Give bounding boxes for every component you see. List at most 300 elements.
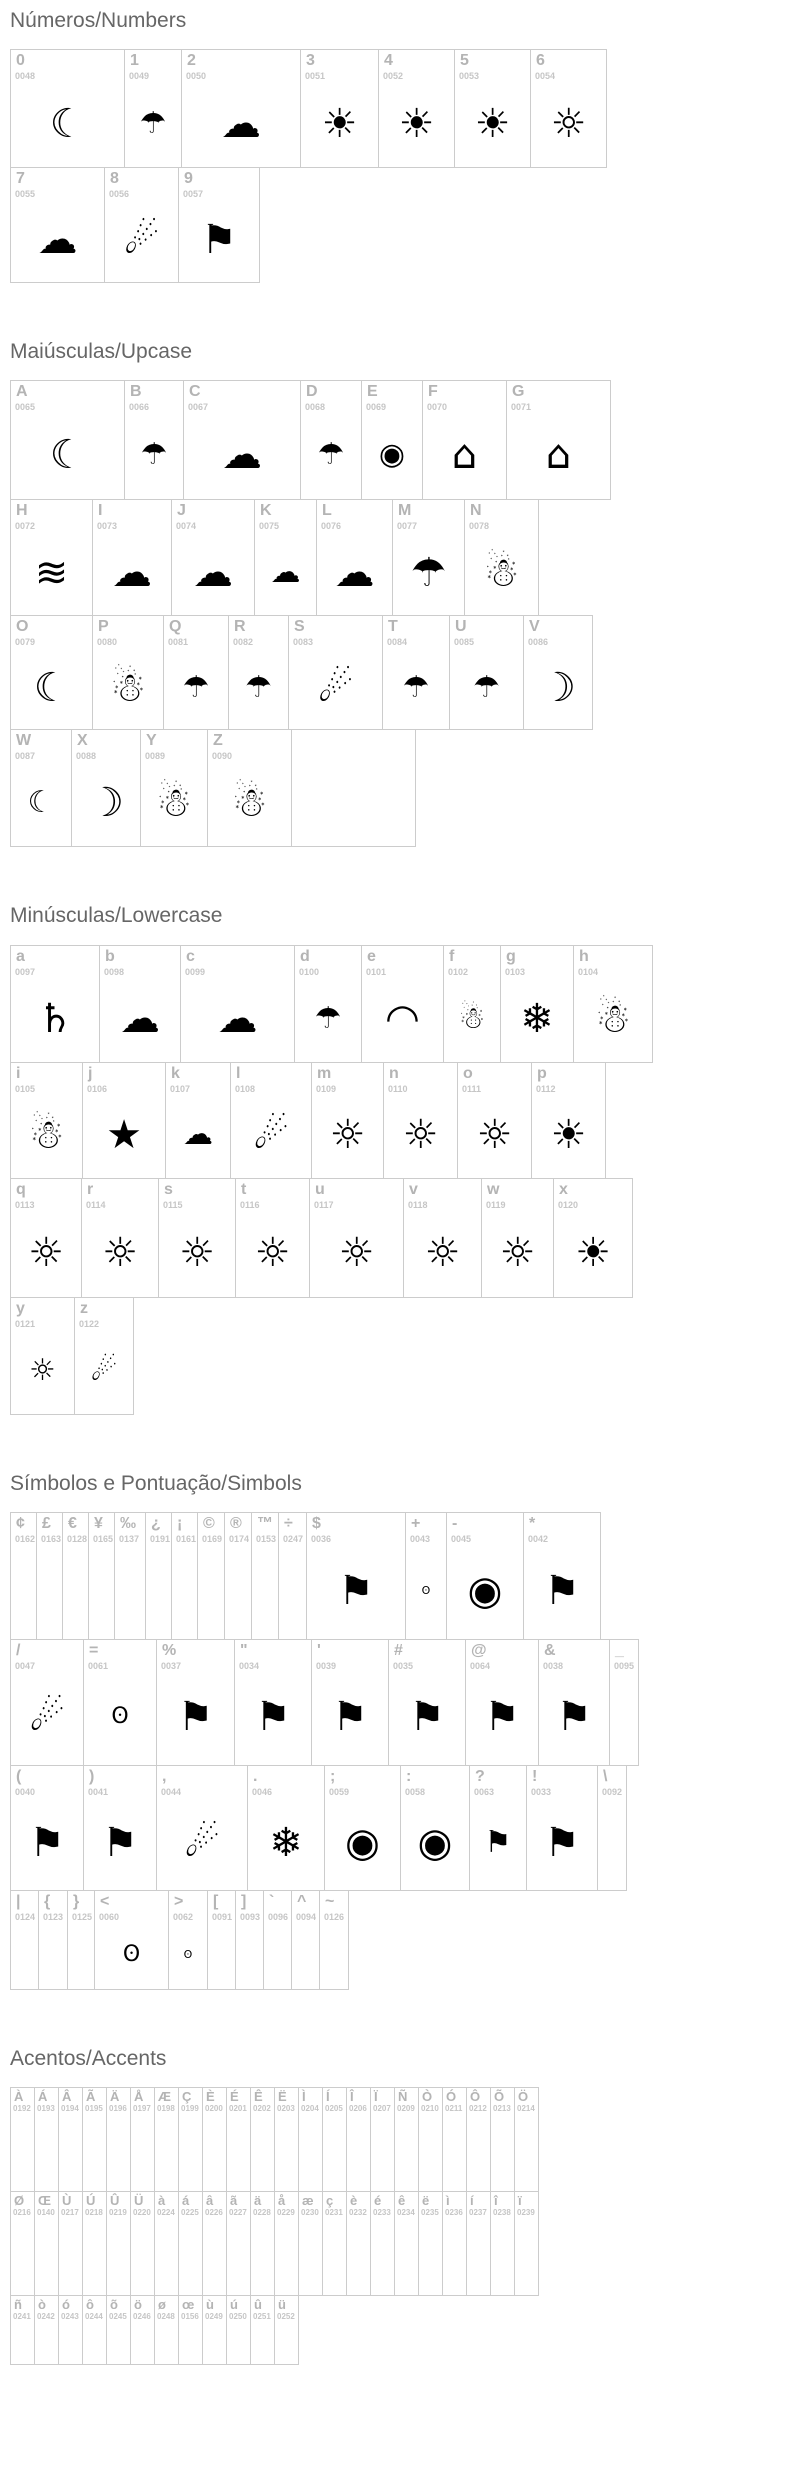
char-code: 0153 — [256, 1533, 277, 1544]
char-label: s — [164, 1180, 173, 1198]
char-cell-0053 — [454, 49, 531, 168]
char-label: á — [182, 2192, 190, 2208]
char-code: 0103 — [505, 966, 526, 977]
char-code: 0239 — [517, 2207, 535, 2217]
sketchy-sun-face-icon: ☼ — [550, 100, 587, 147]
char-cell-0038 — [538, 1639, 610, 1766]
char-label: 0 — [16, 52, 25, 70]
char-cell-0082 — [228, 615, 289, 730]
char-label: ¡ — [177, 1514, 183, 1532]
char-cell-0250 — [226, 2295, 251, 2365]
char-code: 0227 — [229, 2207, 247, 2217]
char-cell-0101 — [361, 945, 444, 1063]
char-code: 0043 — [410, 1533, 431, 1544]
char-label: ! — [532, 1767, 538, 1785]
char-code: 0205 — [325, 2103, 343, 2113]
sweeping-figure-icon: ☃ — [458, 1000, 486, 1036]
char-cell-0218 — [82, 2191, 107, 2296]
char-label: p — [537, 1064, 547, 1082]
char-cell-0062 — [168, 1890, 208, 1990]
char-code: 0174 — [229, 1533, 250, 1544]
char-cell-0034 — [234, 1639, 312, 1766]
char-label: ù — [206, 2296, 214, 2312]
char-cell-0079 — [10, 615, 93, 730]
umbrella-in-rain-icon: ☂ — [314, 1000, 342, 1036]
char-cell-0105 — [10, 1062, 83, 1179]
char-label: v — [409, 1180, 418, 1198]
radiant-sun-icon: ☀ — [550, 1112, 587, 1159]
char-cell-0041 — [83, 1765, 157, 1891]
char-code: 0046 — [252, 1786, 273, 1797]
char-code: 0241 — [13, 2311, 31, 2321]
char-label: ' — [317, 1641, 321, 1659]
char-cell-0106 — [82, 1062, 166, 1179]
char-label: f — [449, 947, 455, 965]
section-accents — [10, 2046, 810, 2365]
char-cell-0081 — [163, 615, 229, 730]
char-label: à — [158, 2192, 166, 2208]
char-cell-0112 — [531, 1062, 606, 1179]
char-cell-0070 — [422, 380, 507, 500]
char-label: ( — [16, 1767, 22, 1785]
char-code: 0084 — [387, 637, 408, 648]
char-label: Ü — [134, 2192, 144, 2208]
char-code: 0056 — [109, 189, 130, 200]
char-label: ö — [134, 2296, 142, 2312]
char-label: b — [105, 947, 115, 965]
char-label: ä — [254, 2192, 262, 2208]
char-code: 0071 — [511, 402, 532, 413]
char-label: ? — [475, 1767, 485, 1785]
glyph-row — [10, 1639, 810, 1766]
char-cell-0234 — [394, 2191, 419, 2296]
char-label: Ë — [278, 2088, 287, 2104]
char-cell-0103 — [500, 945, 574, 1063]
char-cell-0090 — [207, 729, 292, 847]
weathervane-icon: ⚑ — [332, 1694, 368, 1741]
char-cell-0169 — [197, 1512, 225, 1640]
char-label: ç — [326, 2192, 334, 2208]
char-label: Û — [110, 2192, 120, 2208]
char-cell-0084 — [382, 615, 450, 730]
char-cell-0207 — [370, 2087, 395, 2192]
char-code: 0213 — [493, 2103, 511, 2113]
char-label: i — [16, 1064, 21, 1082]
glyph-row — [10, 1062, 810, 1179]
char-cell-0162 — [10, 1512, 37, 1640]
char-label: É — [230, 2088, 239, 2104]
char-label: œ — [182, 2296, 195, 2312]
char-code: 0109 — [316, 1083, 337, 1094]
char-code: 0161 — [176, 1533, 197, 1544]
rainbow-icon: ◠ — [385, 995, 420, 1042]
char-cell-0056 — [104, 167, 179, 283]
char-cell-0201 — [226, 2087, 251, 2192]
char-code: 0057 — [183, 189, 204, 200]
char-label: Ò — [422, 2088, 433, 2104]
section-symbols — [10, 1471, 810, 1990]
section-lowercase — [10, 903, 810, 1414]
char-code: 0052 — [383, 71, 404, 82]
char-label: & — [544, 1641, 556, 1659]
char-code: 0212 — [469, 2103, 487, 2113]
char-label: Ô — [470, 2088, 481, 2104]
char-cell-0212 — [466, 2087, 491, 2192]
bare-weathervane-icon: ⚑ — [484, 1824, 512, 1860]
glyph-row — [10, 2191, 810, 2296]
char-label: j — [88, 1064, 93, 1082]
char-label: ‰ — [120, 1514, 136, 1532]
char-code: 0035 — [393, 1660, 414, 1671]
char-cell-0118 — [403, 1178, 482, 1298]
char-cell-0161 — [171, 1512, 198, 1640]
char-cell-0225 — [178, 2191, 203, 2296]
char-code: 0119 — [486, 1199, 506, 1210]
char-code: 0110 — [388, 1083, 408, 1094]
char-label: Ê — [254, 2088, 263, 2104]
char-code: 0108 — [235, 1083, 256, 1094]
char-label: û — [254, 2296, 262, 2312]
char-code: 0097 — [15, 966, 36, 977]
moon-in-dark-sky-icon: ☾ — [27, 785, 55, 821]
char-label: $ — [312, 1514, 321, 1532]
char-label: + — [411, 1514, 421, 1532]
char-label: Í — [326, 2088, 330, 2104]
char-cell-0174 — [224, 1512, 252, 1640]
char-label: Å — [134, 2088, 144, 2104]
char-code: 0087 — [15, 751, 36, 762]
cool-sun-sunglasses-icon: ☼ — [179, 1229, 215, 1276]
bold-sun-face-icon: ☀ — [474, 100, 511, 147]
char-code: 0244 — [85, 2311, 103, 2321]
glyph-row — [10, 1890, 810, 1990]
char-code: 0080 — [97, 637, 118, 648]
char-code: 0077 — [397, 521, 418, 532]
char-label: w — [487, 1180, 500, 1198]
winter-tree-medallion-icon: ◉ — [467, 1567, 503, 1614]
char-code: 0197 — [133, 2103, 151, 2113]
char-code: 0230 — [301, 2207, 319, 2217]
char-cell-0241 — [10, 2295, 35, 2365]
crescent-moon-face-icon: ☽ — [540, 664, 576, 711]
char-label: ® — [230, 1514, 242, 1532]
char-label: g — [506, 947, 516, 965]
crouching-figure-icon: ☃ — [231, 780, 268, 827]
char-cell-0052 — [378, 49, 455, 168]
char-cell-0232 — [346, 2191, 371, 2296]
char-cell-0055 — [10, 167, 105, 283]
char-cell-0095 — [609, 1639, 639, 1766]
section-title: Minúsculas/Lowercase — [10, 904, 223, 928]
char-code: 0231 — [325, 2207, 343, 2217]
char-label: R — [234, 618, 246, 636]
glyph-row — [10, 729, 810, 847]
section-title: Maiúsculas/Upcase — [10, 340, 193, 364]
char-label: q — [16, 1180, 26, 1198]
char-code: 0228 — [253, 2207, 271, 2217]
kneeling-figure-icon: ☃ — [156, 780, 192, 827]
char-cell-0080 — [92, 615, 164, 730]
thunderstorm-cloud-icon: ☁ — [193, 549, 233, 596]
char-code: 0242 — [37, 2311, 55, 2321]
char-label: = — [89, 1641, 99, 1659]
char-cell-0094 — [291, 1890, 320, 1990]
char-code: 0074 — [176, 521, 197, 532]
char-label: È — [206, 2088, 215, 2104]
char-code: 0219 — [109, 2207, 127, 2217]
char-label: Z — [213, 732, 223, 750]
char-cell-0114 — [81, 1178, 159, 1298]
char-code: 0162 — [15, 1533, 36, 1544]
weathervane-icon: ⚑ — [409, 1694, 445, 1741]
char-code: 0045 — [451, 1533, 472, 1544]
char-label: € — [68, 1514, 77, 1532]
glyph-row — [10, 1178, 810, 1298]
char-label: Ö — [518, 2088, 529, 2104]
char-code: 0040 — [15, 1786, 36, 1797]
char-code: 0163 — [41, 1533, 62, 1544]
char-cell-0045 — [446, 1512, 524, 1640]
char-label: ; — [330, 1767, 336, 1785]
char-code: 0238 — [493, 2207, 511, 2217]
char-cell-0060 — [94, 1890, 169, 1990]
flashing-storm-cloud-icon: ☁ — [270, 554, 301, 590]
char-cell-0096 — [263, 1890, 292, 1990]
glyph-row — [10, 2087, 810, 2192]
char-cell-0043 — [405, 1512, 447, 1640]
char-label: y — [16, 1299, 25, 1317]
char-cell-0252 — [274, 2295, 299, 2365]
char-label: ó — [62, 2296, 70, 2312]
section-title: Números/Numbers — [10, 9, 187, 32]
char-label: m — [317, 1064, 332, 1082]
char-label: 8 — [110, 170, 119, 188]
char-code: 0194 — [61, 2103, 79, 2113]
weathervane-icon: ⚑ — [29, 1819, 65, 1866]
char-code: 0065 — [15, 402, 36, 413]
char-label: a — [16, 947, 25, 965]
char-code: 0092 — [602, 1786, 623, 1797]
char-code: 0095 — [614, 1660, 635, 1671]
char-label: Ó — [446, 2088, 457, 2104]
tornado-icon: ☄ — [123, 217, 160, 264]
char-cell-0125 — [67, 1890, 95, 1990]
char-label: L — [322, 502, 332, 520]
char-label: } — [73, 1892, 80, 1910]
figure-on-pedestal-icon: ☂ — [245, 669, 272, 705]
char-label: Ø — [14, 2192, 25, 2208]
char-cell-0192 — [10, 2087, 35, 2192]
char-cell-0219 — [106, 2191, 131, 2296]
char-label: { — [44, 1892, 51, 1910]
char-cell-0069 — [361, 380, 423, 500]
char-cell-0074 — [171, 499, 255, 616]
char-label: F — [428, 383, 438, 401]
char-label: r — [87, 1180, 94, 1198]
sun-behind-storm-cloud-icon: ☁ — [37, 217, 78, 264]
glyph-row — [10, 945, 810, 1063]
char-cell-0123 — [38, 1890, 68, 1990]
char-cell-0230 — [298, 2191, 323, 2296]
section-title: Símbolos e Pontuação/Simbols — [10, 1471, 302, 1495]
char-cell-0165 — [88, 1512, 115, 1640]
char-code: 0125 — [72, 1911, 93, 1922]
char-label: [ — [213, 1892, 219, 1910]
char-label: @ — [471, 1641, 487, 1659]
char-code: 0054 — [535, 71, 556, 82]
char-label: í — [470, 2192, 474, 2208]
char-code: 0200 — [205, 2103, 223, 2113]
weathervane-icon: ⚑ — [177, 1694, 214, 1741]
char-code: 0233 — [373, 2207, 391, 2217]
char-cell-0089 — [140, 729, 208, 847]
char-label: ¥ — [94, 1514, 103, 1532]
char-cell-0228 — [250, 2191, 275, 2296]
char-code: 0198 — [157, 2103, 175, 2113]
weathervane-icon: ⚑ — [255, 1694, 291, 1741]
char-cell-0227 — [226, 2191, 251, 2296]
char-code: 0191 — [150, 1533, 171, 1544]
char-code: 0206 — [349, 2103, 367, 2113]
char-label: Â — [62, 2088, 72, 2104]
char-code: 0123 — [43, 1911, 64, 1922]
tornado-sketch-icon: ☄ — [90, 1352, 118, 1388]
couple-under-umbrella-icon: ☂ — [317, 437, 345, 473]
char-cell-0196 — [106, 2087, 131, 2192]
char-label: À — [14, 2088, 24, 2104]
moon-over-cloud-icon: ☾ — [49, 432, 86, 479]
char-code: 0126 — [324, 1911, 345, 1922]
char-cell-0099 — [180, 945, 295, 1063]
car-on-cloud-icon: ☁ — [222, 432, 262, 479]
char-cell-0200 — [202, 2087, 227, 2192]
char-label: E — [367, 383, 378, 401]
char-label: : — [406, 1767, 412, 1785]
char-code: 0082 — [233, 637, 254, 648]
char-cell-0044 — [156, 1765, 248, 1891]
glyph-row — [10, 167, 810, 283]
char-code: 0067 — [188, 402, 209, 413]
char-code: 0207 — [373, 2103, 391, 2113]
char-code: 0224 — [157, 2207, 175, 2217]
char-code: 0051 — [305, 71, 326, 82]
char-label: | — [16, 1892, 21, 1910]
char-code: 0235 — [421, 2207, 439, 2217]
char-code: 0117 — [314, 1199, 334, 1210]
char-code: 0048 — [15, 71, 36, 82]
char-cell-0054 — [530, 49, 607, 168]
char-cell-0246 — [130, 2295, 155, 2365]
char-label: Ì — [302, 2088, 306, 2104]
moon-face-medallion-icon: ☾ — [33, 664, 70, 711]
char-code: 0086 — [528, 637, 549, 648]
char-code: 0091 — [212, 1911, 233, 1922]
char-cell-0102 — [443, 945, 501, 1063]
char-cell-0199 — [178, 2087, 203, 2192]
char-cell-0156 — [178, 2295, 203, 2365]
char-label: C — [189, 383, 201, 401]
char-cell-0047 — [10, 1639, 84, 1766]
char-code: 0104 — [578, 966, 599, 977]
glyph-row — [10, 380, 810, 500]
char-code: 0118 — [408, 1199, 428, 1210]
char-cell-0210 — [418, 2087, 443, 2192]
char-label: t — [241, 1180, 247, 1198]
char-label: ¿ — [151, 1514, 161, 1532]
char-code: 0245 — [109, 2311, 127, 2321]
snow-shoveler-icon: ☃ — [595, 995, 631, 1042]
char-code: 0156 — [181, 2311, 199, 2321]
char-label: Y — [146, 732, 157, 750]
char-label: P — [98, 618, 109, 636]
scribble-figure-icon: ☃ — [110, 664, 146, 711]
glyph-row — [10, 49, 810, 168]
char-code: 0050 — [186, 71, 207, 82]
char-label: # — [394, 1641, 403, 1659]
char-label: O — [16, 618, 29, 636]
char-code: 0041 — [88, 1786, 109, 1797]
char-code: 0220 — [133, 2207, 151, 2217]
char-code: 0096 — [268, 1911, 289, 1922]
char-code: 0073 — [97, 521, 118, 532]
moon-over-cloud-icon: ☾ — [49, 100, 86, 147]
globe-scene-icon: ◉ — [378, 437, 406, 473]
char-code: 0243 — [61, 2311, 79, 2321]
char-code: 0070 — [427, 402, 448, 413]
char-label: Œ — [38, 2192, 51, 2208]
rooster-weathervane-icon: ⚑ — [484, 1694, 520, 1741]
char-code: 0038 — [543, 1660, 564, 1671]
char-cell-0206 — [346, 2087, 371, 2192]
char-label: ñ — [14, 2296, 22, 2312]
wave-crashing-house-icon: ⌂ — [545, 432, 572, 479]
char-label: ) — [89, 1767, 95, 1785]
glyph-row — [10, 1512, 810, 1640]
char-code: 0203 — [277, 2103, 295, 2113]
char-label: J — [177, 502, 186, 520]
char-label: Ï — [374, 2088, 378, 2104]
char-code: 0248 — [157, 2311, 175, 2321]
char-code: 0249 — [205, 2311, 223, 2321]
char-cell-0203 — [274, 2087, 299, 2192]
umbrella-person-icon: ☂ — [139, 105, 167, 141]
char-code: 0232 — [349, 2207, 367, 2217]
char-label: â — [206, 2192, 214, 2208]
char-label: Õ — [494, 2088, 505, 2104]
glyph-row — [10, 615, 810, 730]
crescent-moon-face-icon: ☽ — [88, 780, 124, 827]
char-cell-0128 — [62, 1512, 89, 1640]
char-code: 0237 — [469, 2207, 487, 2217]
char-code: 0083 — [293, 637, 314, 648]
char-code: 0210 — [421, 2103, 439, 2113]
char-code: 0122 — [79, 1318, 100, 1329]
char-label: W — [16, 732, 32, 750]
char-cell-0040 — [10, 1765, 84, 1891]
char-cell-0191 — [145, 1512, 172, 1640]
happy-sun-face-icon: ☼ — [476, 1112, 513, 1159]
char-cell-0092 — [597, 1765, 627, 1891]
black-spiky-sun-icon: ☀ — [321, 100, 358, 147]
char-code: 0075 — [259, 521, 280, 532]
char-code: 0216 — [13, 2207, 31, 2217]
char-code: 0199 — [181, 2103, 199, 2113]
char-code: 0201 — [229, 2103, 247, 2113]
char-label: H — [16, 502, 28, 520]
char-cell-0238 — [490, 2191, 515, 2296]
char-label: ~ — [325, 1892, 335, 1910]
char-code: 0042 — [528, 1533, 549, 1544]
